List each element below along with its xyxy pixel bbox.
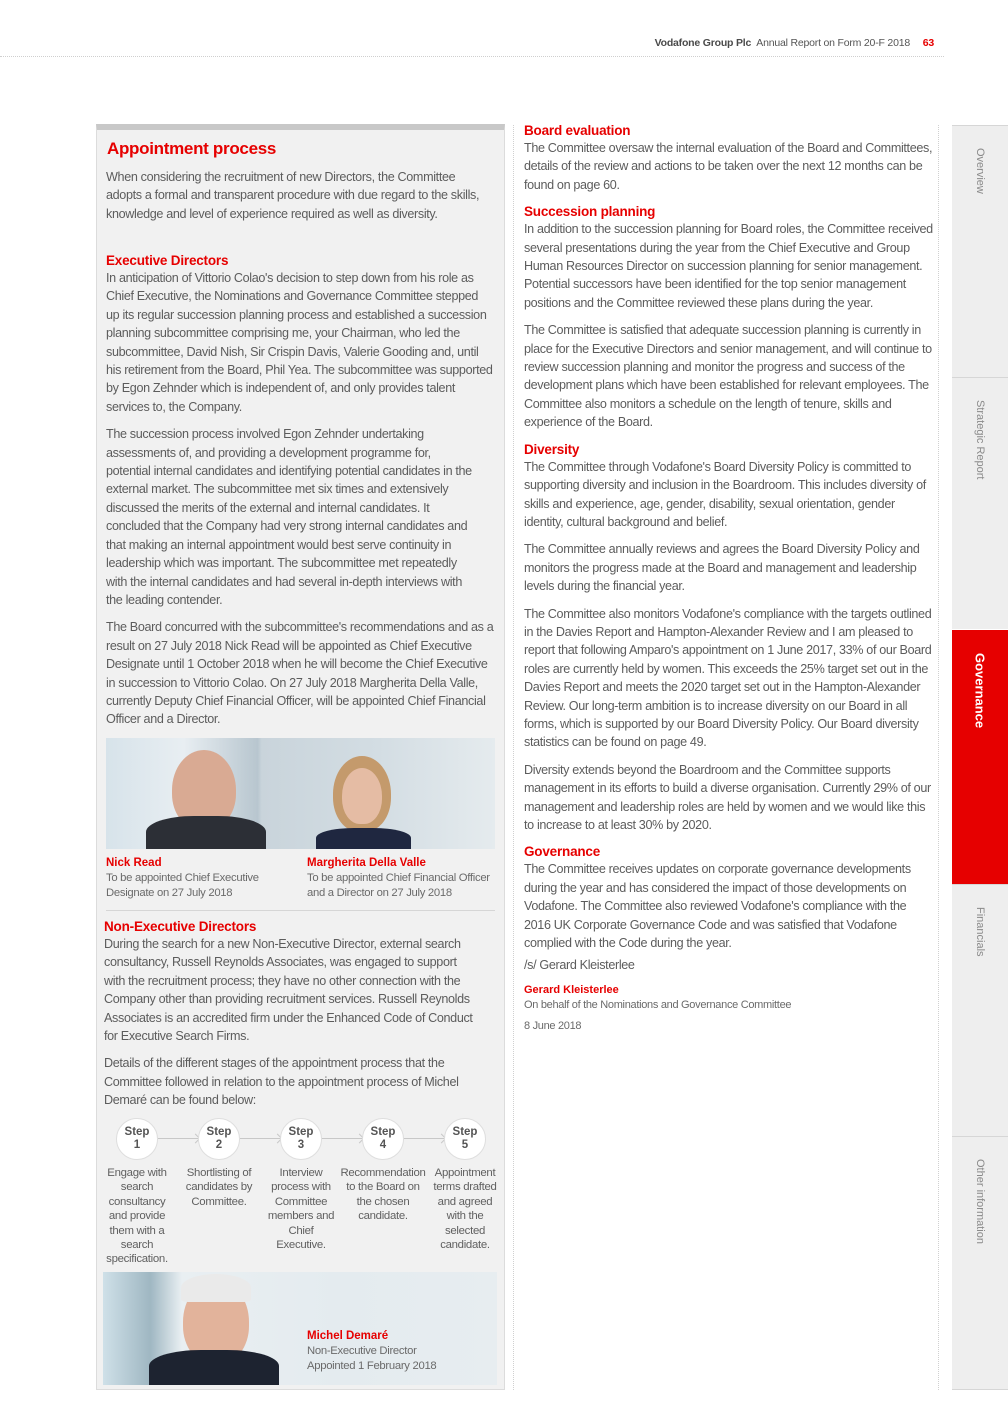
profile-caption (307, 856, 497, 901)
column-divider (938, 125, 939, 1390)
diversity-section (524, 441, 936, 835)
paragraph: The Committee through Vodafone's Board Diversity Policy is committed to supporting diversity and inclusion in the Boardroom. This includes diversity of skills and experience, age, gender, disability, sexual orientation, gender identity, cultural background and belief. (524, 459, 926, 529)
michel-demare-photo (103, 1272, 497, 1385)
paragraph: Diversity extends beyond the Boardroom and the Committee supports management in its efforts to build a diverse organisation. Currently 29% of our management and leadership roles are held by women and we would like this to increase to at least 30% by 2020. (524, 762, 931, 832)
signature-date: 8 June 2018 (524, 1019, 582, 1032)
tab-label: Strategic Report (974, 400, 986, 480)
tab-label: Other information (974, 1159, 986, 1244)
paragraph: The Committee receives updates on corporate governance developments during the year and has considered the impact of those developments on Vodafone. The Committee also reviewed Vodafone's compliance with the 2016 UK Corporate Governance Code and was satisfied that Vodafone complied with the Code during the year. (524, 862, 911, 951)
side-tab-overview[interactable] (952, 125, 1008, 377)
section-heading: Non-Executive Directors (104, 919, 257, 934)
tab-label: Financials (974, 907, 986, 957)
step-badge: Step 5 (444, 1118, 486, 1160)
page-number: 63 (922, 37, 934, 49)
profile-description: To be appointed Chief Executive Designate on 27 July 2018 (106, 872, 259, 899)
step-description: Recommendation to the Board on the chosen candidate. (340, 1167, 426, 1223)
paragraph: The Committee also monitors Vodafone's compliance with the targets outlined in the Davies Report and Hampton-Alexander Review and I am pleased to report that following Amparo's appointment on 1 June 2017, 33% of our Board roles are currently held by women. This exceeds the 25% target set out in the Davies Report and meets the 2020 target set out in the Hampton-Alexander Review. Our long-term ambition is to increase diversity on our Board in all forms, which is supported by our Board Diversity Policy. Our Board diversity statistics can be found on page 49. (524, 606, 932, 750)
process-step (178, 1118, 260, 1209)
paragraph: In addition to the succession planning for Board roles, the Committee received several presentations during the year from the Chief Executive and Group Human Resources Director on succession planning for senior management. Potential successors have been identified for the top senior management positions and the Committee reviewed these plans during the year. (524, 222, 933, 310)
process-step (342, 1118, 424, 1224)
paragraph: The Committee oversaw the internal evaluation of the Board and Committees, details of the review and actions to be taken over the next 12 months can be found on page 60. (524, 141, 933, 192)
profile-name: Margherita Della Valle (307, 857, 426, 869)
panel-title: Appointment process (107, 139, 277, 158)
section-heading: Governance (524, 844, 601, 860)
board-evaluation-section (524, 122, 936, 194)
step-description: Interview process with Committee members and Chief Executive. (267, 1167, 335, 1252)
step-description: Shortlisting of candidates by Committee. (185, 1167, 253, 1208)
appointment-process-panel (96, 124, 505, 1390)
executive-directors-section (106, 252, 498, 729)
profile-name: Michel Demaré (307, 1330, 389, 1342)
report-title: Annual Report on Form 20-F 2018 (756, 37, 910, 49)
profile-appointed-date: Appointed 1 February 2018 (307, 1360, 437, 1372)
side-tab-other-information[interactable] (952, 1136, 1008, 1390)
right-column (524, 122, 936, 1034)
page-header (655, 37, 934, 49)
paragraph: The succession process involved Egon Zehnder undertaking assessments of, and providing a development programme for, potential internal candidates and identifying potential candidates in the external market. The subcommittee met six times and extensively discussed the merits of the external and internal candidates. It concluded that the Company had very strong internal candidates and that making an internal appointment would best serve continuity in leadership which was important. The subcommittee met repeatedly with the internal candidates and had several in-depth interviews with the leading contender. (106, 427, 472, 607)
signature: /s/ Gerard Kleisterlee (524, 958, 635, 973)
paragraph: The Board concurred with the subcommittee's recommendations and as a result on 27 July 2018 Nick Read will be appointed as Chief Executive Designate until 1 October 2018 when he will become the Chief Executive in succession to Vittorio Colao. On 27 July 2018 Margherita Della Valle, currently Deputy Chief Financial Officer, will be appointed Chief Financial Officer and a Director. (106, 620, 494, 727)
paragraph: Details of the different stages of the appointment process that the Committee followed in relation to the appointment process of Michel Demaré can be found below: (104, 1056, 459, 1108)
step-description: Engage with search consultancy and provide them with a search specification. (106, 1167, 168, 1266)
process-step (424, 1118, 506, 1252)
side-tab-financials[interactable] (952, 884, 1008, 1136)
process-step (96, 1118, 178, 1267)
tab-label: Overview (974, 148, 986, 194)
intro-paragraph: When considering the recruitment of new Directors, the Committee adopts a formal and transparent procedure with due regard to the skills, knowledge and level of experience required as well as diversity. (106, 170, 480, 221)
step-badge: Step 2 (198, 1118, 240, 1160)
executives-photo (106, 738, 495, 849)
profile-caption (106, 856, 296, 901)
paragraph: The Committee is satisfied that adequate succession planning is currently in place for the Executive Directors and senior management, and will continue to review succession planning and monitor the progress and success of the development plans which have been established for relevant employees. The Committee also monitors a schedule on the length of tenure, skills and experience of the Board. (524, 323, 932, 430)
succession-planning-section (524, 203, 936, 431)
paragraph: In anticipation of Vittorio Colao's decision to step down from his role as Chief Executive, the Nominations and Governance Committee stepped up its regular succession planning process and established a succession planning subcommittee comprising me, your Chairman, who led the subcommittee, David Nish, Sir Crispin Davis, Valerie Gooding and, until his retirement from the Board, Phil Yea. The subcommittee was supported by Egon Zehnder which is independent of, and only provides talent services to, the Company. (106, 271, 493, 414)
governance-section (524, 843, 936, 952)
step-badge: Step 3 (280, 1118, 322, 1160)
header-divider (0, 56, 944, 57)
step-description: Appointment terms drafted and agreed with the selected candidate. (433, 1167, 497, 1252)
company-name: Vodafone Group Plc (654, 37, 752, 49)
column-divider (513, 125, 514, 1390)
signatory-name: Gerard Kleisterlee (524, 983, 619, 996)
divider (106, 910, 495, 911)
signatory-role: On behalf of the Nominations and Governance Committee (524, 998, 792, 1011)
profile-description: To be appointed Chief Financial Officer and a Director on 27 July 2018 (307, 872, 490, 899)
section-heading: Board evaluation (524, 123, 631, 138)
paragraph: The Committee annually reviews and agrees the Board Diversity Policy and monitors the progress made at the Board and management and leadership levels during the financial year. (524, 542, 920, 594)
section-heading: Succession planning (524, 204, 656, 220)
non-executive-directors-section (104, 918, 499, 1110)
side-tab-governance[interactable] (952, 630, 1008, 884)
side-tab-strategic-report[interactable] (952, 377, 1008, 629)
section-heading: Executive Directors (106, 253, 229, 268)
profile-role: Non-Executive Director (307, 1345, 417, 1357)
intro-block (106, 168, 486, 223)
process-step (260, 1118, 342, 1252)
paragraph: During the search for a new Non-Executive Director, external search consultancy, Russell Reynolds Associates, was engaged to support with the recruitment process; they have no other connection with the Company other than providing recruitment services. Russell Reynolds Associates is an accredited firm under the Enhanced Code of Conduct for Executive Search Firms. (104, 937, 473, 1044)
step-badge: Step 1 (116, 1118, 158, 1160)
demare-caption (307, 1329, 487, 1374)
tab-label: Governance (972, 653, 988, 729)
section-heading: Diversity (524, 441, 580, 457)
step-badge: Step 4 (362, 1118, 404, 1160)
profile-name: Nick Read (106, 857, 162, 869)
